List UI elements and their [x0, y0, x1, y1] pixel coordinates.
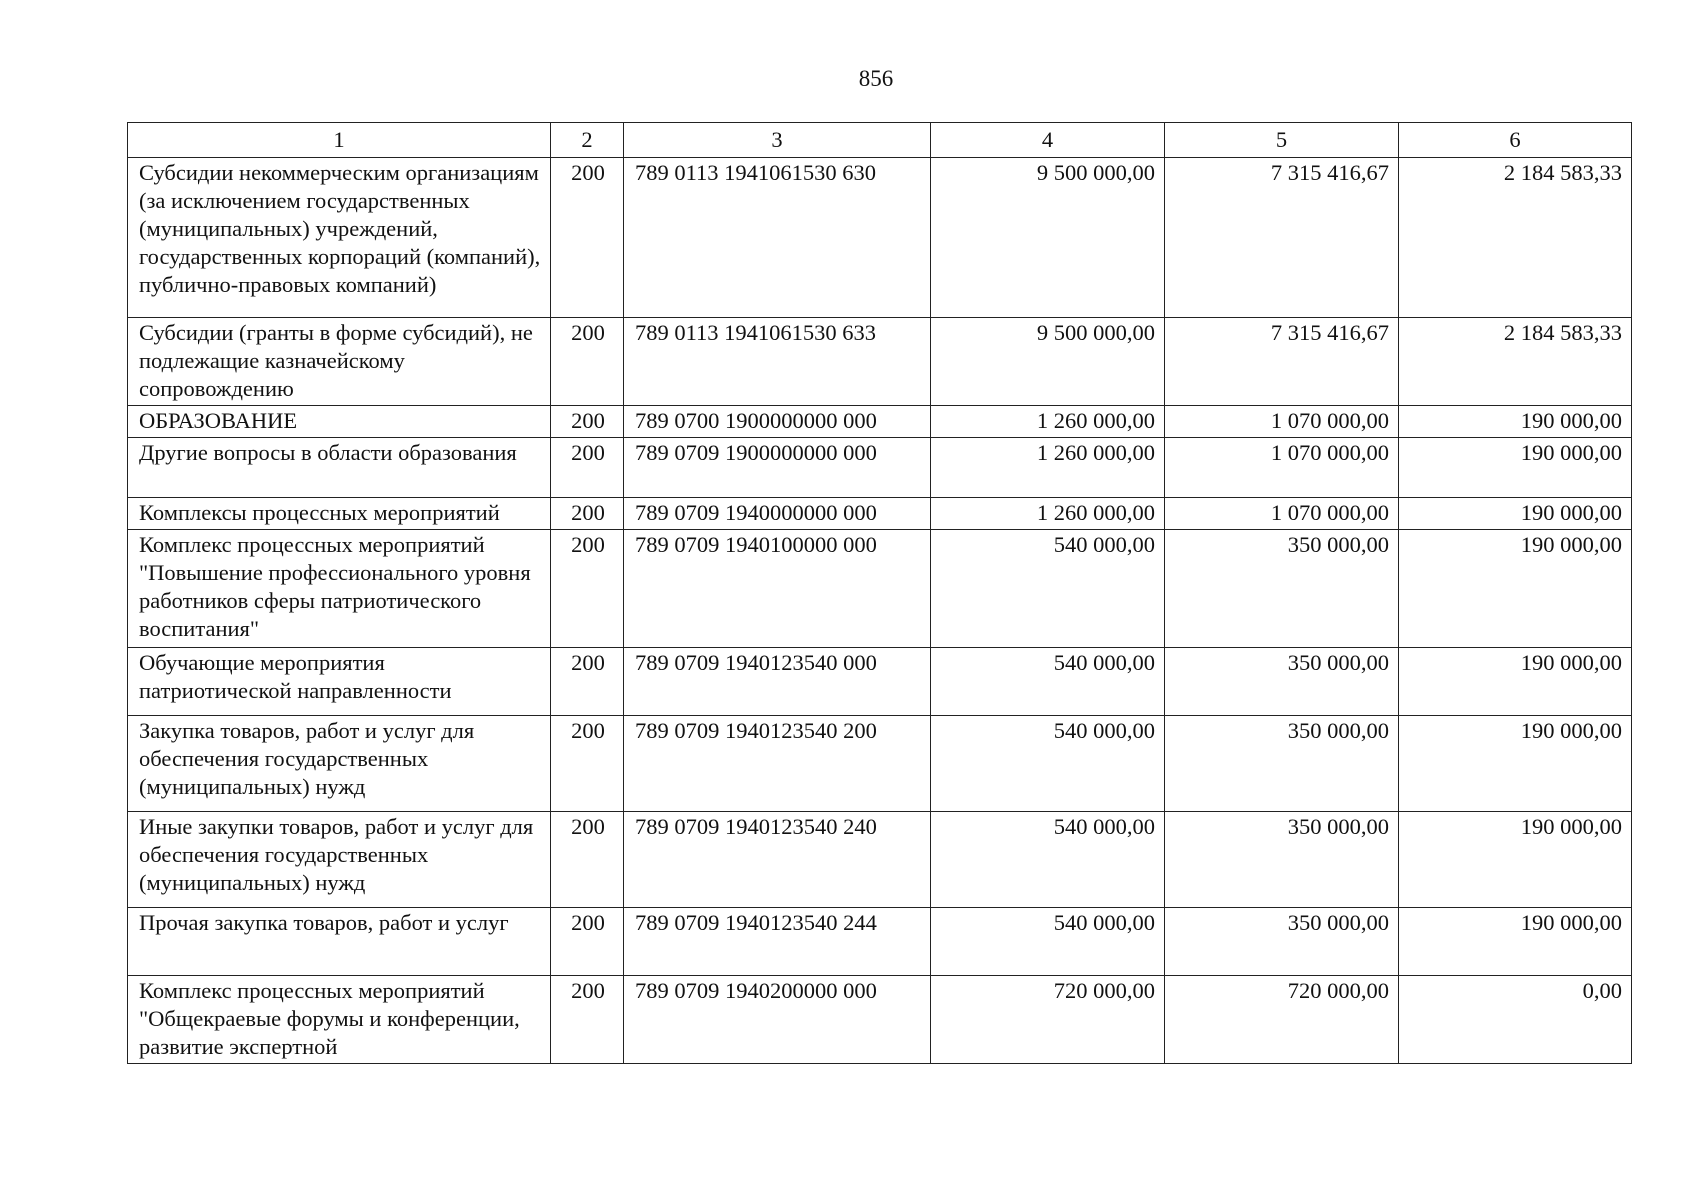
row-code-cell: 789 0709 1940000000 000: [624, 498, 931, 530]
table-row: [128, 498, 1632, 530]
column-header-4: 4: [931, 123, 1165, 158]
row-col5-cell: 350 000,00: [1165, 716, 1399, 812]
row-name-cell: ОБРАЗОВАНИЕ: [128, 406, 551, 438]
row-col4-cell: 540 000,00: [931, 908, 1165, 976]
row-col6-cell: 190 000,00: [1399, 716, 1632, 812]
row-col4-cell: 1 260 000,00: [931, 438, 1165, 498]
row-col6-cell: 190 000,00: [1399, 498, 1632, 530]
row-col5-cell: 350 000,00: [1165, 648, 1399, 716]
row-col5-cell: 7 315 416,67: [1165, 318, 1399, 406]
row-name-cell: Закупка товаров, работ и услуг для обеспечения государственных (муниципальных) нужд: [128, 716, 551, 812]
table-row: [128, 976, 1632, 1064]
column-header-1: 1: [128, 123, 551, 158]
table-row: [128, 158, 1632, 318]
row-col6-cell: 190 000,00: [1399, 648, 1632, 716]
row-name-cell: Комплексы процессных мероприятий: [128, 498, 551, 530]
row-col2-cell: 200: [551, 406, 624, 438]
row-code-cell: 789 0113 1941061530 633: [624, 318, 931, 406]
row-col2-cell: 200: [551, 976, 624, 1064]
row-name-cell: Другие вопросы в области образования: [128, 438, 551, 498]
table-row: [128, 438, 1632, 498]
row-col5-cell: 1 070 000,00: [1165, 438, 1399, 498]
row-col6-cell: 190 000,00: [1399, 812, 1632, 908]
row-col2-cell: 200: [551, 498, 624, 530]
row-col6-cell: 190 000,00: [1399, 406, 1632, 438]
row-code-cell: 789 0709 1940100000 000: [624, 530, 931, 648]
row-col4-cell: 9 500 000,00: [931, 158, 1165, 318]
row-col2-cell: 200: [551, 812, 624, 908]
row-col2-cell: 200: [551, 908, 624, 976]
row-code-cell: 789 0700 1900000000 000: [624, 406, 931, 438]
row-name-cell: Комплекс процессных мероприятий "Общекраевые форумы и конференции, развитие экспертной: [128, 976, 551, 1064]
row-col5-cell: 350 000,00: [1165, 812, 1399, 908]
row-col5-cell: 1 070 000,00: [1165, 498, 1399, 530]
column-header-2: 2: [551, 123, 624, 158]
row-col2-cell: 200: [551, 158, 624, 318]
row-col2-cell: 200: [551, 648, 624, 716]
row-name-cell: Субсидии некоммерческим организациям (за исключением государственных (муниципальных) учреждений, государственных корпораций (компаний), публично-правовых компаний): [128, 158, 551, 318]
row-code-cell: 789 0709 1940123540 240: [624, 812, 931, 908]
row-col5-cell: 350 000,00: [1165, 908, 1399, 976]
row-col6-cell: 190 000,00: [1399, 530, 1632, 648]
page-number: 856: [858, 66, 894, 91]
column-header-3: 3: [624, 123, 931, 158]
row-name-cell: Прочая закупка товаров, работ и услуг: [128, 908, 551, 976]
row-name-cell: Иные закупки товаров, работ и услуг для обеспечения государственных (муниципальных) нужд: [128, 812, 551, 908]
row-col4-cell: 1 260 000,00: [931, 498, 1165, 530]
row-col6-cell: 2 184 583,33: [1399, 158, 1632, 318]
row-col6-cell: 190 000,00: [1399, 438, 1632, 498]
table-header-row: [128, 123, 1632, 158]
table-row: [128, 648, 1632, 716]
table-row: [128, 318, 1632, 406]
row-col5-cell: 7 315 416,67: [1165, 158, 1399, 318]
table-row: [128, 812, 1632, 908]
row-name-cell: Субсидии (гранты в форме субсидий), не подлежащие казначейскому сопровождению: [128, 318, 551, 406]
table-row: [128, 908, 1632, 976]
row-code-cell: 789 0709 1940123540 244: [624, 908, 931, 976]
row-code-cell: 789 0709 1940123540 200: [624, 716, 931, 812]
budget-table: [127, 122, 1632, 1064]
row-col4-cell: 540 000,00: [931, 530, 1165, 648]
row-col2-cell: 200: [551, 318, 624, 406]
row-col4-cell: 540 000,00: [931, 812, 1165, 908]
row-col4-cell: 9 500 000,00: [931, 318, 1165, 406]
row-col6-cell: 190 000,00: [1399, 908, 1632, 976]
row-col2-cell: 200: [551, 530, 624, 648]
row-col4-cell: 1 260 000,00: [931, 406, 1165, 438]
row-col4-cell: 540 000,00: [931, 648, 1165, 716]
column-header-6: 6: [1399, 123, 1632, 158]
column-header-5: 5: [1165, 123, 1399, 158]
row-code-cell: 789 0709 1900000000 000: [624, 438, 931, 498]
row-code-cell: 789 0709 1940123540 000: [624, 648, 931, 716]
row-col2-cell: 200: [551, 716, 624, 812]
table-row: [128, 530, 1632, 648]
table-row: [128, 716, 1632, 812]
row-col4-cell: 540 000,00: [931, 716, 1165, 812]
row-name-cell: Обучающие мероприятия патриотической направленности: [128, 648, 551, 716]
row-col4-cell: 720 000,00: [931, 976, 1165, 1064]
table-row: [128, 406, 1632, 438]
row-col5-cell: 1 070 000,00: [1165, 406, 1399, 438]
row-col2-cell: 200: [551, 438, 624, 498]
row-code-cell: 789 0113 1941061530 630: [624, 158, 931, 318]
row-name-cell: Комплекс процессных мероприятий "Повышение профессионального уровня работников сферы патриотического воспитания": [128, 530, 551, 648]
row-col6-cell: 0,00: [1399, 976, 1632, 1064]
row-col5-cell: 720 000,00: [1165, 976, 1399, 1064]
row-code-cell: 789 0709 1940200000 000: [624, 976, 931, 1064]
row-col6-cell: 2 184 583,33: [1399, 318, 1632, 406]
row-col5-cell: 350 000,00: [1165, 530, 1399, 648]
